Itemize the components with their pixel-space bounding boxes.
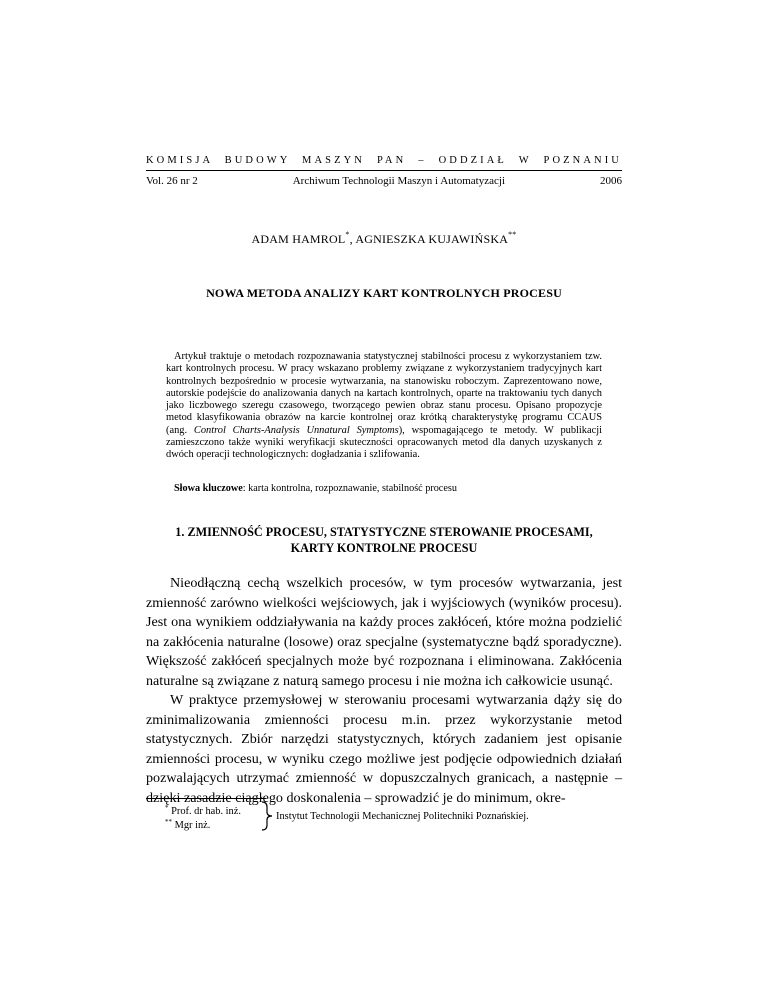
curly-brace-icon [260,801,274,831]
body-paragraph: W praktyce przemysłowej w sterowaniu procesami wytwarzania dąży się do zminimalizowania zmienności procesu m.in. przez wykorzystanie metod statystycznych. Zbiór narzędzi statystycznych, których zadaniem jest opisanie zmienności procesu, w wyniku czego możliwe jest podjęcie odpowiednich działań pozwalających utrzymać zmienność w dopuszczalnych granicach, a następnie – dzięki zasadzie ciągłego doskonalenia – sprowadzić je do minimum, okre- [146,692,622,806]
footnote-marker: ** [165,818,172,826]
journal-name: Archiwum Technologii Maszyn i Automatyzacji [292,175,505,187]
year-label: 2006 [599,175,622,187]
footnote-item [165,805,241,819]
footnote-item [165,819,241,833]
author-separator: , [349,232,356,246]
section-heading-line: 1. ZMIENNOŚĆ PROCESU, STATYSTYCZNE STEROWANIE PROCESAMI, [175,525,593,539]
abstract [166,351,602,462]
footnote-marker: ** [508,230,517,239]
journal-masthead [146,175,622,187]
author-name: ADAM HAMROL [251,232,346,246]
body-paragraph: Nieodłączną cechą wszelkich procesów, w tym procesów wytwarzania, jest zmienność zarówno wielkości wejściowych, jak i wyjściowych (wyników procesu). Jest ona wynikiem oddziaływania na każdy proces zakłóceń, które można podzielić na zakłócenia naturalne (losowe) oraz specjalne (systematyczne bądź sporadyczne). Większość zakłóceń specjalnych może być rozpoznana i eliminowana. Zakłócenia naturalne są związane z naturą samego procesu i nie można ich całkowicie usunąć. [146,575,622,689]
footnotes [165,805,241,833]
section-heading-line: KARTY KONTROLNE PROCESU [290,541,478,555]
footnote-text: Mgr inż. [172,820,211,831]
author-name: AGNIESZKA KUJAWIŃSKA [355,232,509,246]
keywords-label: Słowa kluczowe [174,483,243,494]
commission-header: KOMISJA BUDOWY MASZYN PAN – ODDZIAŁ W POZNANIU [146,155,622,166]
footnote-marker: * [345,230,350,239]
author-line [146,232,622,247]
footnote-marker: * [165,804,169,812]
affiliation: Instytut Technologii Mechanicznej Politechniki Poznańskiej. [276,811,529,822]
abstract-italic-term: Control Charts-Analysis Unnatural Symptoms [193,424,399,436]
keywords-text: : karta kontrolna, rozpoznawanie, stabilność procesu [242,483,457,494]
section-heading [146,524,622,556]
keywords [174,483,614,494]
abstract-text: Artykuł traktuje o metodach rozpoznawania statystycznej stabilności procesu z wykorzystaniem tzw. kart kontrolnych procesu. W pracy wskazano problemy związane z wykorzystaniem tradycyjnych kart kontrolnych bezpośrednio w procesie wytwarzania, na stanowisku roboczym. Zaprezentowano nowe, autorskie podejście do analizowania danych na kartach kontrolnych, oparte na traktowaniu tych danych jako liczbowego szeregu czasowego, tworzącego pewien obraz stanu procesu. Opisano propozycje metod klasyfikowania obrazów na karcie kontrolnej oraz krótką charakterystykę programu CCAUS (ang. [166,351,602,436]
footnote-text: Prof. dr hab. inż. [168,806,241,817]
body-text [146,574,622,808]
header-rule [146,170,622,171]
abstract-text: ), wspomagającego te metody. W publikacji zamieszczono także wyniki weryfikacji skuteczności opracowanych metod dla danych uzyskanych z dwóch operacji technologicznych: dogładzania i szlifowania. [166,424,602,461]
volume-label: Vol. 26 nr 2 [146,175,198,187]
article-title: NOWA METODA ANALIZY KART KONTROLNYCH PROCESU [206,286,562,300]
footnote-rule [146,798,266,799]
